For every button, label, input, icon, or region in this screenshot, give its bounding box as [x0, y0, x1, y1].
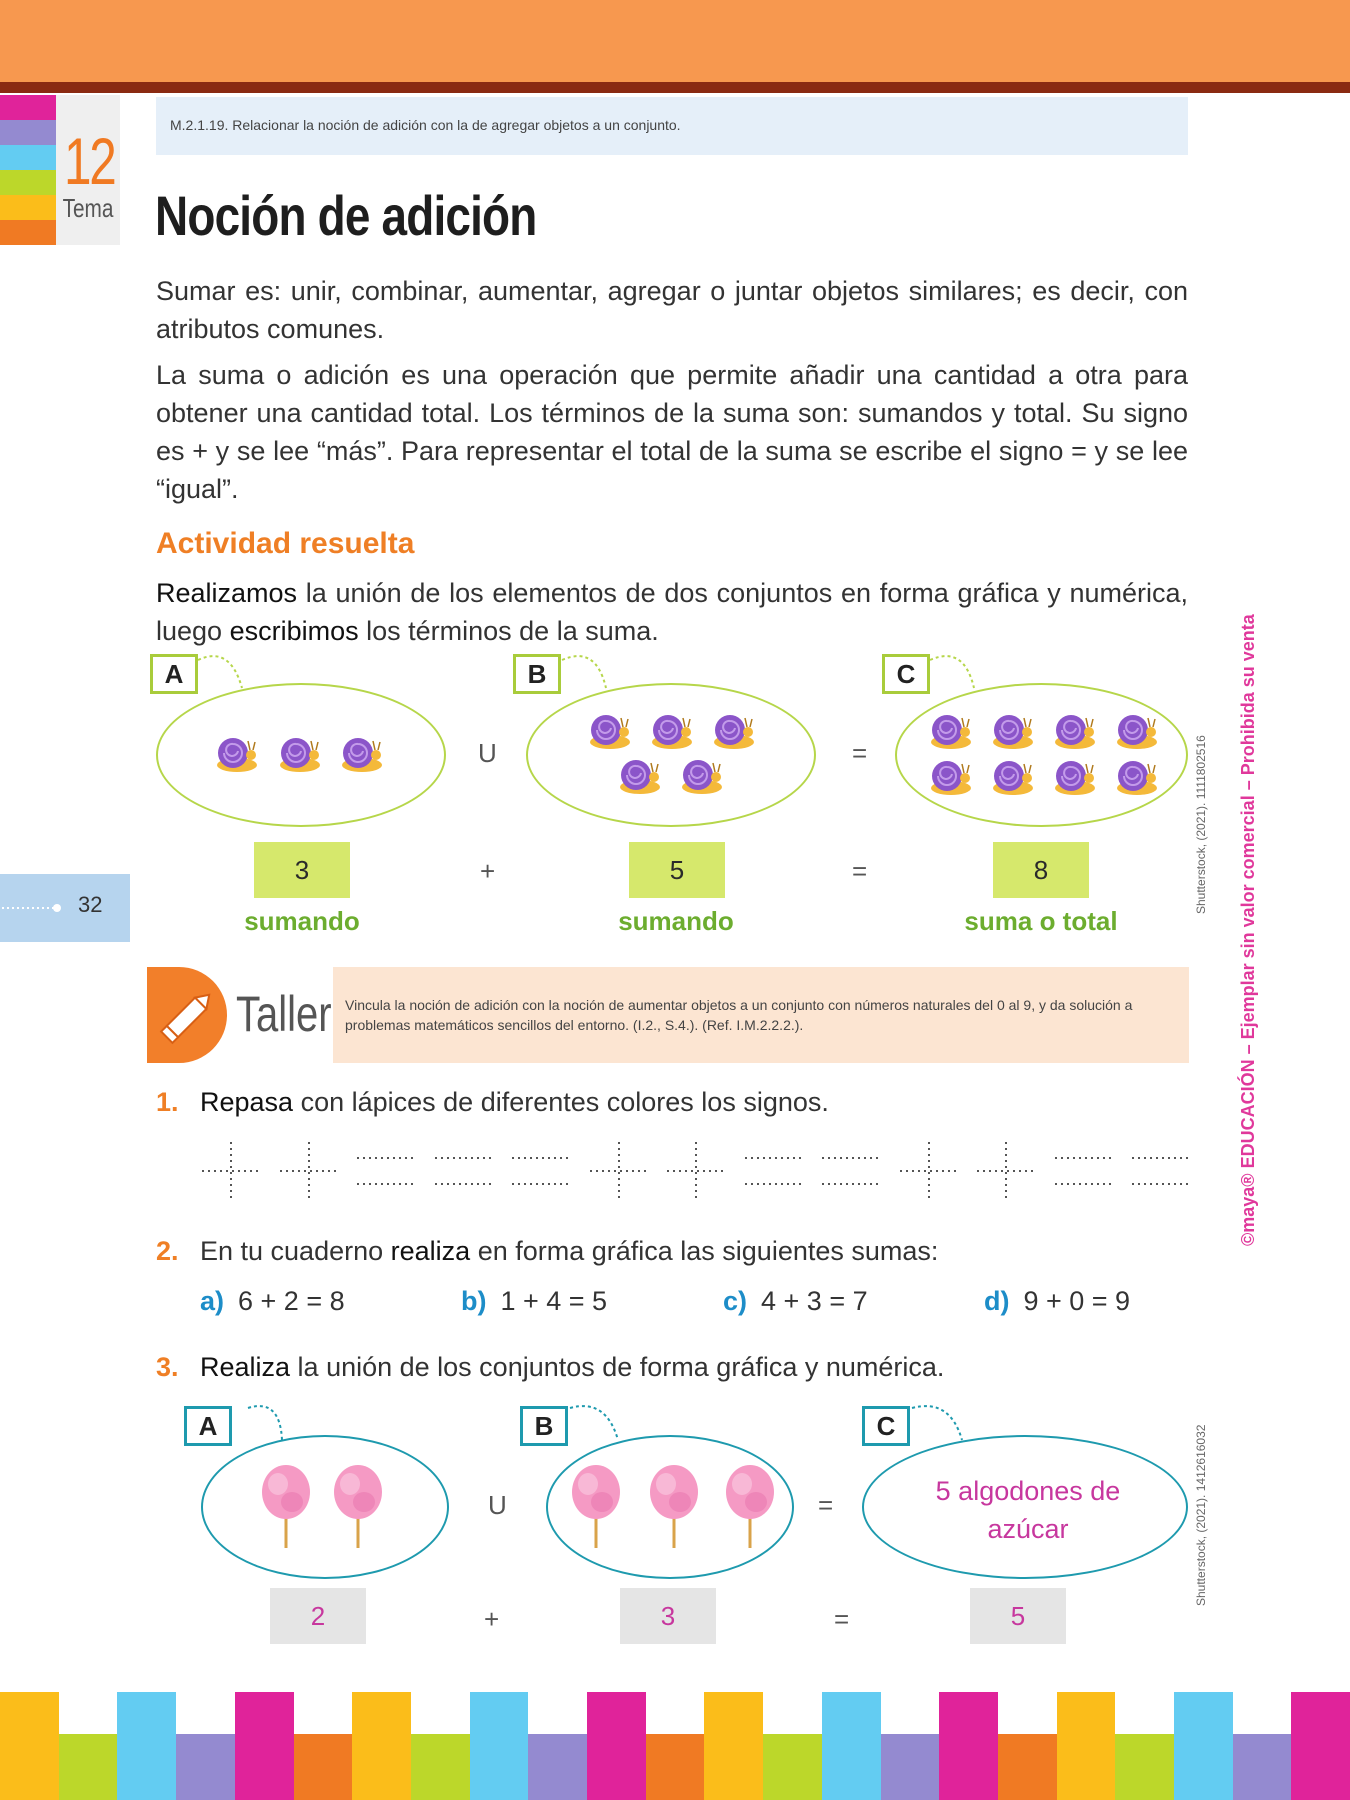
- set-a-label: A: [150, 654, 198, 694]
- snail-icon: [1113, 756, 1157, 796]
- snail-icon: [586, 710, 630, 750]
- dotted-plus-sign: [200, 1140, 262, 1202]
- page-number: 32: [78, 892, 103, 917]
- ex3-equals-symbol-2: =: [834, 1604, 850, 1634]
- union-symbol: U: [478, 738, 497, 768]
- equals-symbol-2: =: [852, 856, 868, 886]
- ex3-plus-symbol: +: [484, 1604, 500, 1634]
- sum-d-letter: d): [984, 1286, 1010, 1316]
- tema-label: Tema: [62, 193, 114, 223]
- sum-c-letter: c): [723, 1286, 748, 1316]
- dotted-equals-sign: [1053, 1140, 1115, 1202]
- ex3-union-symbol: U: [488, 1490, 507, 1520]
- image-credit-2: Shutterstock, (2021). 1412616032: [1194, 1424, 1208, 1606]
- snail-icon: [927, 710, 971, 750]
- sum-d-expr: 9 + 0 = 9: [1023, 1286, 1131, 1316]
- ex3-set-a-label: A: [184, 1406, 232, 1446]
- snail-icon: [213, 733, 257, 773]
- sum-c-expr: 4 + 3 = 7: [761, 1286, 868, 1316]
- sum-b-expr: 1 + 4 = 5: [500, 1286, 608, 1316]
- set-c-label: C: [882, 654, 930, 694]
- ex3-set-c-label: C: [862, 1406, 910, 1446]
- sum-a: [200, 1286, 345, 1317]
- plus-symbol: +: [480, 856, 496, 886]
- pencil-icon: [152, 980, 224, 1052]
- copyright-vertical: ©maya® EDUCACIÓN – Ejemplar sin valor comercial – Prohibida su venta: [1238, 614, 1258, 1246]
- taller-description: Vincula la noción de adición con la noción de aumentar objetos a un conjunto con números naturales del 0 al 9, y da solución a problemas matemáticos sencillos del entorno. (I.2., S.4.). (Ref. I.M.2.2.2.).: [333, 967, 1189, 1063]
- cotton-candy-icon: [258, 1462, 314, 1550]
- exercise-3-number: 3.: [156, 1352, 179, 1382]
- value-box-c: 8: [993, 842, 1089, 898]
- dotted-equals-sign: [433, 1140, 495, 1202]
- cotton-candy-icon: [646, 1462, 702, 1550]
- exercise-2-post: en forma gráfica las siguientes sumas:: [470, 1236, 939, 1266]
- objective-box: M.2.1.19. Relacionar la noción de adición con la de agregar objetos a un conjunto.: [156, 97, 1188, 155]
- snail-icon: [616, 755, 660, 795]
- sum-c: [723, 1286, 868, 1317]
- snail-icon: [678, 755, 722, 795]
- ex3-value-b: 3: [620, 1588, 716, 1644]
- term-label-a: sumando: [244, 906, 360, 936]
- dotted-equals-sign: [510, 1140, 572, 1202]
- cotton-candy-icon: [330, 1462, 386, 1550]
- exercise-3: [156, 1352, 944, 1383]
- snail-icon: [1051, 710, 1095, 750]
- set-b-label: B: [513, 654, 561, 694]
- sum-a-letter: a): [200, 1286, 225, 1316]
- sum-d: [984, 1286, 1130, 1317]
- intro-paragraph-1: Sumar es: unir, combinar, aumentar, agregar o juntar objetos similares; es decir, con atributos comunes.: [156, 276, 1188, 344]
- ex3-set-a-ellipse: [201, 1435, 449, 1579]
- instruction-mid: la unión de los elementos de dos conjuntos en forma gráfica y numérica, luego: [156, 578, 1188, 646]
- snail-icon: [989, 756, 1033, 796]
- dotted-plus-sign: [975, 1140, 1037, 1202]
- ex3-set-b-label: B: [520, 1406, 568, 1446]
- exercise-2: [156, 1236, 938, 1267]
- snail-icon: [338, 733, 382, 773]
- snail-icon: [276, 733, 320, 773]
- exercise-1-text: con lápices de diferentes colores los signos.: [293, 1087, 829, 1117]
- exercise-2-bold: realiza: [390, 1236, 471, 1266]
- exercise-3-text: la unión de los conjuntos de forma gráfica y numérica.: [290, 1352, 945, 1382]
- dotted-plus-sign: [588, 1140, 650, 1202]
- exercise-1: [156, 1087, 829, 1118]
- dotted-plus-sign: [665, 1140, 727, 1202]
- dotted-plus-sign: [278, 1140, 340, 1202]
- snail-icon: [989, 710, 1033, 750]
- value-box-a: 3: [254, 842, 350, 898]
- instruction-end: los términos de la suma.: [358, 616, 659, 646]
- exercise-1-number: 1.: [156, 1087, 179, 1117]
- image-credit-1: Shutterstock, (2021). 1111802516: [1194, 735, 1208, 914]
- instruction-bold-2: escribimos: [229, 616, 359, 646]
- snail-icon: [927, 756, 971, 796]
- dotted-equals-sign: [743, 1140, 805, 1202]
- snail-icon: [710, 710, 754, 750]
- dotted-equals-sign: [1130, 1140, 1192, 1202]
- ex3-value-c: 5: [970, 1588, 1066, 1644]
- cotton-candy-icon: [568, 1462, 624, 1550]
- term-label-b: sumando: [618, 906, 734, 936]
- sum-b-letter: b): [461, 1286, 487, 1316]
- intro-paragraph-2: La suma o adición es una operación que permite añadir una cantidad a otra para obtener una cantidad total. Los términos de la suma son: sumandos y total. Su signo es + y se lee “más”. Para representar el total de la suma se escribe el signo = y se lee “igual”.: [156, 360, 1188, 504]
- page-dots: [2, 904, 62, 912]
- ex3-value-a: 2: [270, 1588, 366, 1644]
- value-box-b: 5: [629, 842, 725, 898]
- exercise-2-number: 2.: [156, 1236, 179, 1266]
- exercise-1-bold: Repasa: [200, 1087, 294, 1117]
- page-title: Noción de adición: [155, 184, 537, 247]
- sum-a-expr: 6 + 2 = 8: [238, 1286, 345, 1316]
- bottom-color-bar: [0, 1692, 1350, 1800]
- snail-icon: [1051, 756, 1095, 796]
- ex3-result-text: 5 algodones de azúcar: [935, 1476, 1121, 1544]
- tema-number: 12: [64, 124, 115, 198]
- instruction-bold-1: Realizamos: [156, 578, 298, 608]
- exercise-3-bold: Realiza: [200, 1352, 291, 1382]
- cotton-candy-icon: [722, 1462, 778, 1550]
- activity-title: Actividad resuelta: [156, 527, 415, 560]
- dotted-equals-sign: [355, 1140, 417, 1202]
- snail-icon: [1113, 710, 1157, 750]
- snail-icon: [648, 710, 692, 750]
- equals-symbol: =: [852, 738, 868, 768]
- ex3-equals-symbol: =: [818, 1490, 834, 1520]
- exercise-2-pre: En tu cuaderno: [200, 1236, 391, 1266]
- taller-title: Taller: [236, 986, 332, 1042]
- dotted-plus-sign: [898, 1140, 960, 1202]
- dotted-equals-sign: [820, 1140, 882, 1202]
- term-label-c: suma o total: [964, 906, 1118, 936]
- sum-b: [461, 1286, 607, 1317]
